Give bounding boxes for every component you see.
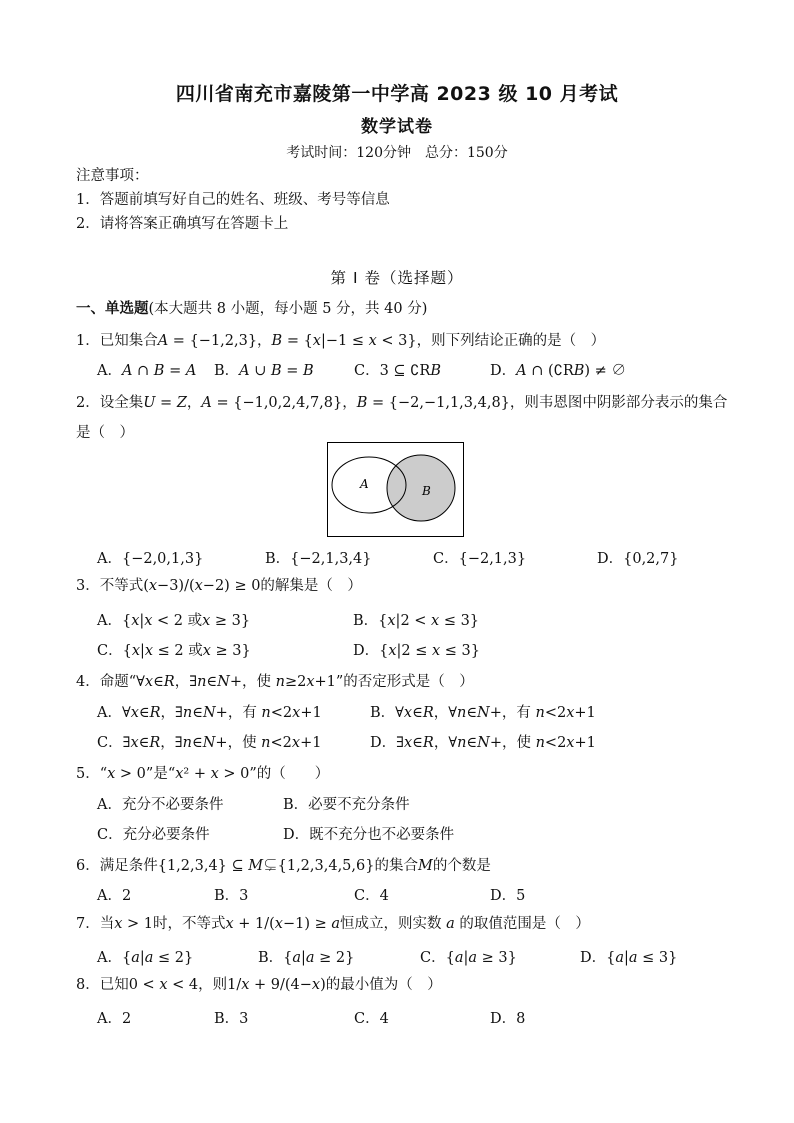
option-a: A．{−2,0,1,3}	[97, 551, 204, 567]
question-8: 8．已知0 < 𝑥 < 4，则1/𝑥 + 9/(4−𝑥)的最小值为（ ）	[76, 977, 442, 993]
option-b: B．{𝑥|2 < 𝑥 ≤ 3}	[353, 613, 480, 629]
option-d: D．{𝑎|𝑎 ≤ 3}	[580, 950, 678, 966]
part-title: 第 I 卷（选择题）	[330, 269, 464, 287]
venn-set-b	[387, 455, 455, 521]
option-c: C．{𝑎|𝑎 ≥ 3}	[420, 950, 517, 966]
option-b: B．3	[214, 1011, 249, 1027]
section-header	[76, 299, 427, 319]
option-d: D．既不充分也不必要条件	[283, 827, 455, 843]
option-c: C．{𝑥|𝑥 ≤ 2 或𝑥 ≥ 3}	[97, 643, 251, 659]
section-desc: (本大题共 8 小题，每小题 5 分，共 40 分)	[148, 301, 428, 317]
venn-label-a: A	[360, 477, 369, 491]
exam-subtitle: 数学试卷	[361, 117, 433, 137]
option-a: A．2	[97, 888, 132, 904]
question-2: 2．设全集𝑈 = 𝑍，𝐴 = {−1,0,2,4,7,8}，𝐵 = {−2,−1,1,3,4,8}，则韦恩图中阴影部分表示的集合	[76, 395, 728, 411]
option-d: D．𝐴 ∩ (∁R𝐵) ≠ ∅	[490, 363, 626, 379]
option-c: C．4	[354, 1011, 389, 1027]
option-c: C．3 ⊆ ∁R𝐵	[354, 363, 441, 379]
venn-label-b: B	[422, 484, 431, 498]
option-b: B．必要不充分条件	[283, 797, 410, 813]
option-d: D．8	[490, 1011, 526, 1027]
question-4: 4．命题“∀𝑥∈𝑅，∃𝑛∈𝑁+，使 𝑛≥2𝑥+1”的否定形式是（ ）	[76, 674, 474, 690]
option-a: A．{𝑎|𝑎 ≤ 2}	[97, 950, 194, 966]
option-b: B．{−2,1,3,4}	[265, 551, 372, 567]
option-c: C．{−2,1,3}	[433, 551, 527, 567]
option-d: D．{0,2,7}	[597, 551, 679, 567]
option-c: C．充分必要条件	[97, 827, 210, 843]
option-a: A．𝐴 ∩ 𝐵 = 𝐴	[97, 363, 197, 379]
exam-title: 四川省南充市嘉陵第一中学高 2023 级 10 月考试	[175, 83, 619, 105]
option-c: C．∃𝑥∈𝑅，∃𝑛∈𝑁+，使 𝑛<2𝑥+1	[97, 735, 322, 751]
notice-heading: 注意事项：	[76, 168, 149, 184]
notice-item: 1．答题前填写好自己的姓名、班级、考号等信息	[76, 192, 390, 208]
notice-item: 2．请将答案正确填写在答题卡上	[76, 216, 289, 232]
option-b: B．{𝑎|𝑎 ≥ 2}	[258, 950, 355, 966]
option-d: D．{𝑥|2 ≤ 𝑥 ≤ 3}	[353, 643, 481, 659]
venn-diagram	[327, 442, 465, 538]
option-c: C．4	[354, 888, 389, 904]
section-prefix: 一、单选题	[76, 300, 149, 317]
question-5: 5．“𝑥 > 0”是“𝑥² + 𝑥 > 0”的（ ）	[76, 766, 330, 782]
option-d: D．∃𝑥∈𝑅，∀𝑛∈𝑁+，使 𝑛<2𝑥+1	[370, 735, 596, 751]
option-b: B．𝐴 ∪ 𝐵 = 𝐵	[214, 363, 314, 379]
question-1: 1．已知集合𝐴 = {−1,2,3}，𝐵 = {𝑥|−1 ≤ 𝑥 < 3}，则下列结论正确的是（ ）	[76, 333, 606, 349]
option-a: A．充分不必要条件	[97, 797, 224, 813]
question-6: 6．满足条件{1,2,3,4} ⊆ 𝑀⊊{1,2,3,4,5,6}的集合𝑀的个数是	[76, 858, 491, 874]
option-b: B．3	[214, 888, 249, 904]
option-a: A．∀𝑥∈𝑅，∃𝑛∈𝑁+，有 𝑛<2𝑥+1	[97, 705, 322, 721]
option-a: A．2	[97, 1011, 132, 1027]
option-d: D．5	[490, 888, 526, 904]
option-b: B．∀𝑥∈𝑅，∀𝑛∈𝑁+，有 𝑛<2𝑥+1	[370, 705, 596, 721]
question-2-cont: 是（ ）	[76, 425, 134, 441]
option-a: A．{𝑥|𝑥 < 2 或𝑥 ≥ 3}	[97, 613, 251, 629]
question-3: 3．不等式(𝑥−3)/(𝑥−2) ≥ 0的解集是（ ）	[76, 578, 362, 594]
exam-info: 考试时间：120分钟 总分：150分	[286, 145, 508, 161]
question-7: 7．当𝑥 > 1时，不等式𝑥 + 1/(𝑥−1) ≥ 𝑎恒成立，则实数 𝑎 的取值范围是（ ）	[76, 916, 590, 932]
